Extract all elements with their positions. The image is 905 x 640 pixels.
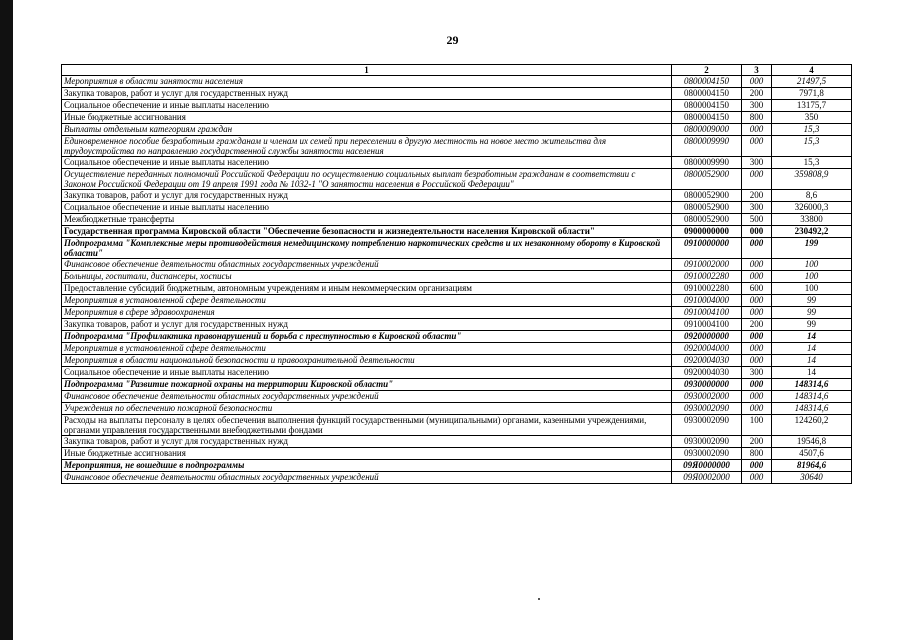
scan-edge [0, 0, 13, 640]
table-row [62, 88, 852, 100]
table-row [62, 448, 852, 460]
row-type-cell: 000 [742, 226, 772, 238]
header-cell: 1 [62, 65, 672, 76]
row-type-cell: 200 [742, 88, 772, 100]
row-type-cell: 600 [742, 283, 772, 295]
row-amount-cell: 33800 [772, 214, 852, 226]
row-amount-cell: 100 [772, 283, 852, 295]
row-amount-cell: 14 [772, 343, 852, 355]
row-amount-cell: 100 [772, 259, 852, 271]
row-type-cell: 000 [742, 403, 772, 415]
row-amount-cell: 230492,2 [772, 226, 852, 238]
row-code-cell: 0800004150 [672, 76, 742, 88]
row-code-cell: 0930002090 [672, 415, 742, 436]
row-code-cell: 0800052900 [672, 214, 742, 226]
table-row [62, 100, 852, 112]
table-row [62, 367, 852, 379]
row-name-cell: Мероприятия в установленной сфере деятельности [62, 343, 672, 355]
table-row [62, 295, 852, 307]
row-code-cell: 0800004150 [672, 112, 742, 124]
table-row [62, 76, 852, 88]
row-code-cell: 0930000000 [672, 379, 742, 391]
row-amount-cell: 14 [772, 355, 852, 367]
table-row [62, 319, 852, 331]
row-amount-cell: 148314,6 [772, 379, 852, 391]
row-type-cell: 000 [742, 355, 772, 367]
row-type-cell: 000 [742, 460, 772, 472]
scan-speck [538, 598, 540, 600]
table-row [62, 271, 852, 283]
row-amount-cell: 4507,6 [772, 448, 852, 460]
row-code-cell: 0800004150 [672, 100, 742, 112]
row-code-cell: 0930002090 [672, 403, 742, 415]
row-name-cell: Социальное обеспечение и иные выплаты населению [62, 202, 672, 214]
row-amount-cell: 100 [772, 271, 852, 283]
table-row [62, 331, 852, 343]
table-body [62, 76, 852, 484]
row-amount-cell: 350 [772, 112, 852, 124]
row-code-cell: 0930002090 [672, 436, 742, 448]
table-row [62, 307, 852, 319]
table-row [62, 226, 852, 238]
table-row [62, 355, 852, 367]
row-type-cell: 100 [742, 415, 772, 436]
row-code-cell: 0800004150 [672, 88, 742, 100]
row-code-cell: 0930002090 [672, 448, 742, 460]
row-code-cell: 0800052900 [672, 169, 742, 190]
row-type-cell: 300 [742, 100, 772, 112]
row-name-cell: Мероприятия в сфере здравоохранения [62, 307, 672, 319]
table-row [62, 391, 852, 403]
table-row [62, 124, 852, 136]
table-row [62, 190, 852, 202]
table-row [62, 436, 852, 448]
row-code-cell: 0800009990 [672, 136, 742, 157]
row-code-cell: 0920004030 [672, 367, 742, 379]
row-type-cell: 000 [742, 379, 772, 391]
row-code-cell: 0910002280 [672, 283, 742, 295]
row-code-cell: 0930002000 [672, 391, 742, 403]
table-row [62, 259, 852, 271]
table-row [62, 202, 852, 214]
row-code-cell: 0910002000 [672, 259, 742, 271]
row-type-cell: 000 [742, 76, 772, 88]
row-type-cell: 200 [742, 436, 772, 448]
row-code-cell: 0800009990 [672, 157, 742, 169]
row-name-cell: Финансовое обеспечение деятельности областных государственных учреждений [62, 472, 672, 484]
row-type-cell: 800 [742, 448, 772, 460]
row-name-cell: Больницы, госпитали, диспансеры, хосписы [62, 271, 672, 283]
row-amount-cell: 81964,6 [772, 460, 852, 472]
row-name-cell: Учреждения по обеспечению пожарной безопасности [62, 403, 672, 415]
table-row [62, 169, 852, 190]
row-type-cell: 000 [742, 238, 772, 259]
row-amount-cell: 326000,3 [772, 202, 852, 214]
row-amount-cell: 21497,5 [772, 76, 852, 88]
row-code-cell: 0910002280 [672, 271, 742, 283]
row-type-cell: 000 [742, 169, 772, 190]
row-name-cell: Мероприятия, не вошедшие в подпрограммы [62, 460, 672, 472]
row-name-cell: Мероприятия в установленной сфере деятельности [62, 295, 672, 307]
row-name-cell: Государственная программа Кировской области "Обеспечение безопасности и жизнедеятельности населения Кировской области" [62, 226, 672, 238]
row-type-cell: 200 [742, 319, 772, 331]
row-amount-cell: 8,6 [772, 190, 852, 202]
row-name-cell: Подпрограмма "Развитие пожарной охраны на территории Кировской области" [62, 379, 672, 391]
header-cell: 3 [742, 65, 772, 76]
row-name-cell: Социальное обеспечение и иные выплаты населению [62, 157, 672, 169]
header-cell: 2 [672, 65, 742, 76]
table-row [62, 343, 852, 355]
row-type-cell: 000 [742, 259, 772, 271]
row-type-cell: 300 [742, 157, 772, 169]
row-amount-cell: 15,3 [772, 136, 852, 157]
row-type-cell: 300 [742, 202, 772, 214]
row-amount-cell: 99 [772, 319, 852, 331]
row-code-cell: 09Я0002000 [672, 472, 742, 484]
row-name-cell: Межбюджетные трансферты [62, 214, 672, 226]
row-amount-cell: 14 [772, 367, 852, 379]
row-type-cell: 000 [742, 295, 772, 307]
row-name-cell: Предоставление субсидий бюджетным, автономным учреждениям и иным некоммерческим организациям [62, 283, 672, 295]
row-code-cell: 0910000000 [672, 238, 742, 259]
row-type-cell: 500 [742, 214, 772, 226]
row-name-cell: Выплаты отдельным категориям граждан [62, 124, 672, 136]
row-amount-cell: 15,3 [772, 124, 852, 136]
row-type-cell: 000 [742, 343, 772, 355]
page-number: 29 [446, 33, 459, 47]
row-name-cell: Расходы на выплаты персоналу в целях обеспечения выполнения функций государственными (муниципальными) органами, казенными учреждениями, органами управления государственными внебюджетными фондами [62, 415, 672, 436]
table-row [62, 283, 852, 295]
row-code-cell: 09Я0000000 [672, 460, 742, 472]
table-row [62, 136, 852, 157]
row-code-cell: 0900000000 [672, 226, 742, 238]
row-amount-cell: 99 [772, 307, 852, 319]
table-row [62, 472, 852, 484]
row-amount-cell: 30640 [772, 472, 852, 484]
row-name-cell: Финансовое обеспечение деятельности областных государственных учреждений [62, 259, 672, 271]
row-type-cell: 000 [742, 472, 772, 484]
row-code-cell: 0920004000 [672, 343, 742, 355]
row-type-cell: 000 [742, 331, 772, 343]
row-amount-cell: 15,3 [772, 157, 852, 169]
row-amount-cell: 124260,2 [772, 415, 852, 436]
row-name-cell: Закупка товаров, работ и услуг для государственных нужд [62, 88, 672, 100]
row-name-cell: Подпрограмма "Комплексные меры противодействия немедицинскому потреблению наркотических средств и их незаконному обороту в Кировской области" [62, 238, 672, 259]
table-row [62, 112, 852, 124]
header-row [62, 65, 852, 76]
row-name-cell: Подпрограмма "Профилактика правонарушений и борьба с преступностью в Кировской области" [62, 331, 672, 343]
row-amount-cell: 19546,8 [772, 436, 852, 448]
row-code-cell: 0910004100 [672, 307, 742, 319]
row-type-cell: 000 [742, 124, 772, 136]
row-name-cell: Мероприятия в области занятости населения [62, 76, 672, 88]
table-row [62, 415, 852, 436]
row-name-cell: Единовременное пособие безработным гражданам и членам их семей при переселении в другую местность на новое место жительства для трудоустройства по направлению государственной службы занятости населения [62, 136, 672, 157]
row-name-cell: Закупка товаров, работ и услуг для государственных нужд [62, 190, 672, 202]
row-type-cell: 300 [742, 367, 772, 379]
row-name-cell: Финансовое обеспечение деятельности областных государственных учреждений [62, 391, 672, 403]
row-name-cell: Иные бюджетные ассигнования [62, 448, 672, 460]
row-name-cell: Социальное обеспечение и иные выплаты населению [62, 100, 672, 112]
row-amount-cell: 359808,9 [772, 169, 852, 190]
table-row [62, 403, 852, 415]
row-code-cell: 0800052900 [672, 202, 742, 214]
row-amount-cell: 13175,7 [772, 100, 852, 112]
row-code-cell: 0920000000 [672, 331, 742, 343]
row-amount-cell: 7971,8 [772, 88, 852, 100]
row-name-cell: Закупка товаров, работ и услуг для государственных нужд [62, 436, 672, 448]
row-code-cell: 0800009000 [672, 124, 742, 136]
row-amount-cell: 199 [772, 238, 852, 259]
table-row [62, 238, 852, 259]
row-code-cell: 0920004030 [672, 355, 742, 367]
row-amount-cell: 99 [772, 295, 852, 307]
row-amount-cell: 148314,6 [772, 403, 852, 415]
row-amount-cell: 148314,6 [772, 391, 852, 403]
table-row [62, 214, 852, 226]
row-type-cell: 800 [742, 112, 772, 124]
row-name-cell: Мероприятия в области национальной безопасности и правоохранительной деятельности [62, 355, 672, 367]
row-type-cell: 200 [742, 190, 772, 202]
row-type-cell: 000 [742, 271, 772, 283]
row-code-cell: 0910004000 [672, 295, 742, 307]
table-row [62, 460, 852, 472]
row-name-cell: Закупка товаров, работ и услуг для государственных нужд [62, 319, 672, 331]
row-amount-cell: 14 [772, 331, 852, 343]
row-name-cell: Осуществление переданных полномочий Российской Федерации по осуществлению социальных выплат безработным гражданам в соответствии с Законом Российской Федерации от 19 апреля 1991 года № 1032-1 "О занятости населения в Российской Федерации" [62, 169, 672, 190]
row-type-cell: 000 [742, 307, 772, 319]
row-name-cell: Социальное обеспечение и иные выплаты населению [62, 367, 672, 379]
row-code-cell: 0800052900 [672, 190, 742, 202]
row-code-cell: 0910004100 [672, 319, 742, 331]
budget-table [61, 64, 852, 484]
table-row [62, 157, 852, 169]
header-cell: 4 [772, 65, 852, 76]
row-type-cell: 000 [742, 391, 772, 403]
table-row [62, 379, 852, 391]
row-name-cell: Иные бюджетные ассигнования [62, 112, 672, 124]
row-type-cell: 000 [742, 136, 772, 157]
